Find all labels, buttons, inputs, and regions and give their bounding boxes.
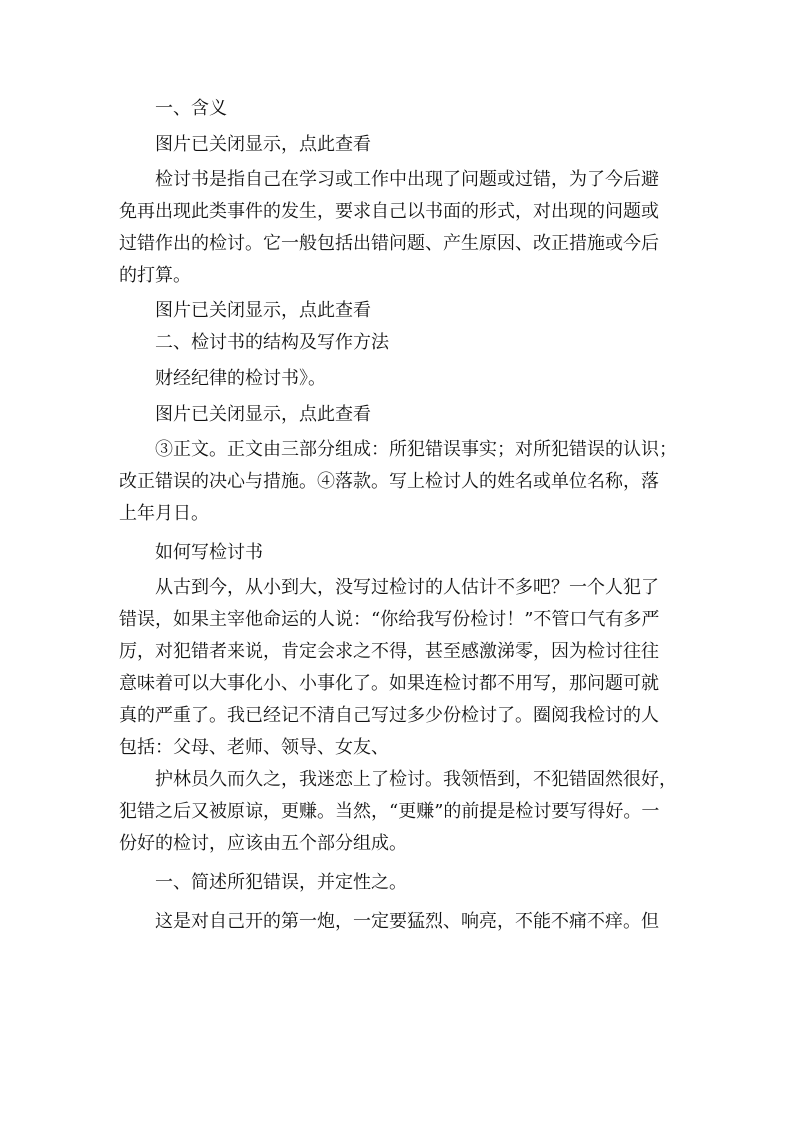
- image-hidden-notice[interactable]: 图片已关闭显示，点此查看: [155, 300, 371, 321]
- paragraph-line: 护林员久而久之，我迷恋上了检讨。我领悟到，不犯错固然很好，: [155, 769, 677, 790]
- heading-step-one: 一、简述所犯错误，并定性之。: [155, 872, 407, 893]
- paragraph-line: 包括：父母、老师、领导、女友、: [119, 737, 389, 758]
- heading-meaning: 一、含义: [155, 98, 227, 119]
- paragraph-line: 的打算。: [119, 265, 191, 286]
- paragraph-body-signature: [119, 434, 679, 530]
- heading-structure: 二、检讨书的结构及写作方法: [155, 332, 389, 353]
- paragraph-line: 错误，如果主宰他命运的人说：“你给我写份检讨！”不管口气有多严: [119, 609, 660, 630]
- paragraph-first-shot: [119, 906, 679, 938]
- paragraph-line: 这是对自己开的第一炮，一定要猛烈、响亮，不能不痛不痒。但: [155, 911, 659, 932]
- paragraph-intro: [119, 572, 679, 764]
- paragraph-ranger: [119, 764, 679, 860]
- text-line: 财经纪律的检讨书》。: [155, 368, 326, 389]
- paragraph-line: 意味着可以大事化小、小事化了。如果连检讨都不用写，那问题可就: [119, 673, 659, 694]
- paragraph-line: 从古到今，从小到大，没写过检讨的人估计不多吧？一个人犯了: [155, 577, 659, 598]
- paragraph-definition: [119, 164, 679, 292]
- paragraph-line: 免再出现此类事件的发生，要求自己以书面的形式，对出现的问题或: [119, 201, 659, 222]
- heading-how-to-write: 如何写检讨书: [155, 542, 263, 563]
- document-page: [119, 96, 679, 938]
- paragraph-line: 真的严重了。我已经记不清自己写过多少份检讨了。圈阅我检讨的人: [119, 705, 659, 726]
- paragraph-line: 改正错误的决心与措施。④落款。写上检讨人的姓名或单位名称，落: [119, 471, 659, 492]
- paragraph-line: 过错作出的检讨。它一般包括出错问题、产生原因、改正措施或今后: [119, 233, 659, 254]
- paragraph-line: ③正文。正文由三部分组成：所犯错误事实；对所犯错误的认识；: [155, 439, 677, 460]
- image-hidden-notice[interactable]: 图片已关闭显示，点此查看: [155, 134, 371, 155]
- image-hidden-notice[interactable]: 图片已关闭显示，点此查看: [155, 404, 371, 425]
- paragraph-line: 上年月日。: [119, 503, 209, 524]
- paragraph-line: 检讨书是指自己在学习或工作中出现了问题或过错，为了今后避: [155, 169, 659, 190]
- paragraph-line: 厉，对犯错者来说，肯定会求之不得，甚至感激涕零，因为检讨往往: [119, 641, 659, 662]
- paragraph-line: 犯错之后又被原谅，更赚。当然，“更赚”的前提是检讨要写得好。一: [119, 801, 660, 822]
- paragraph-line: 份好的检讨，应该由五个部分组成。: [119, 833, 407, 854]
